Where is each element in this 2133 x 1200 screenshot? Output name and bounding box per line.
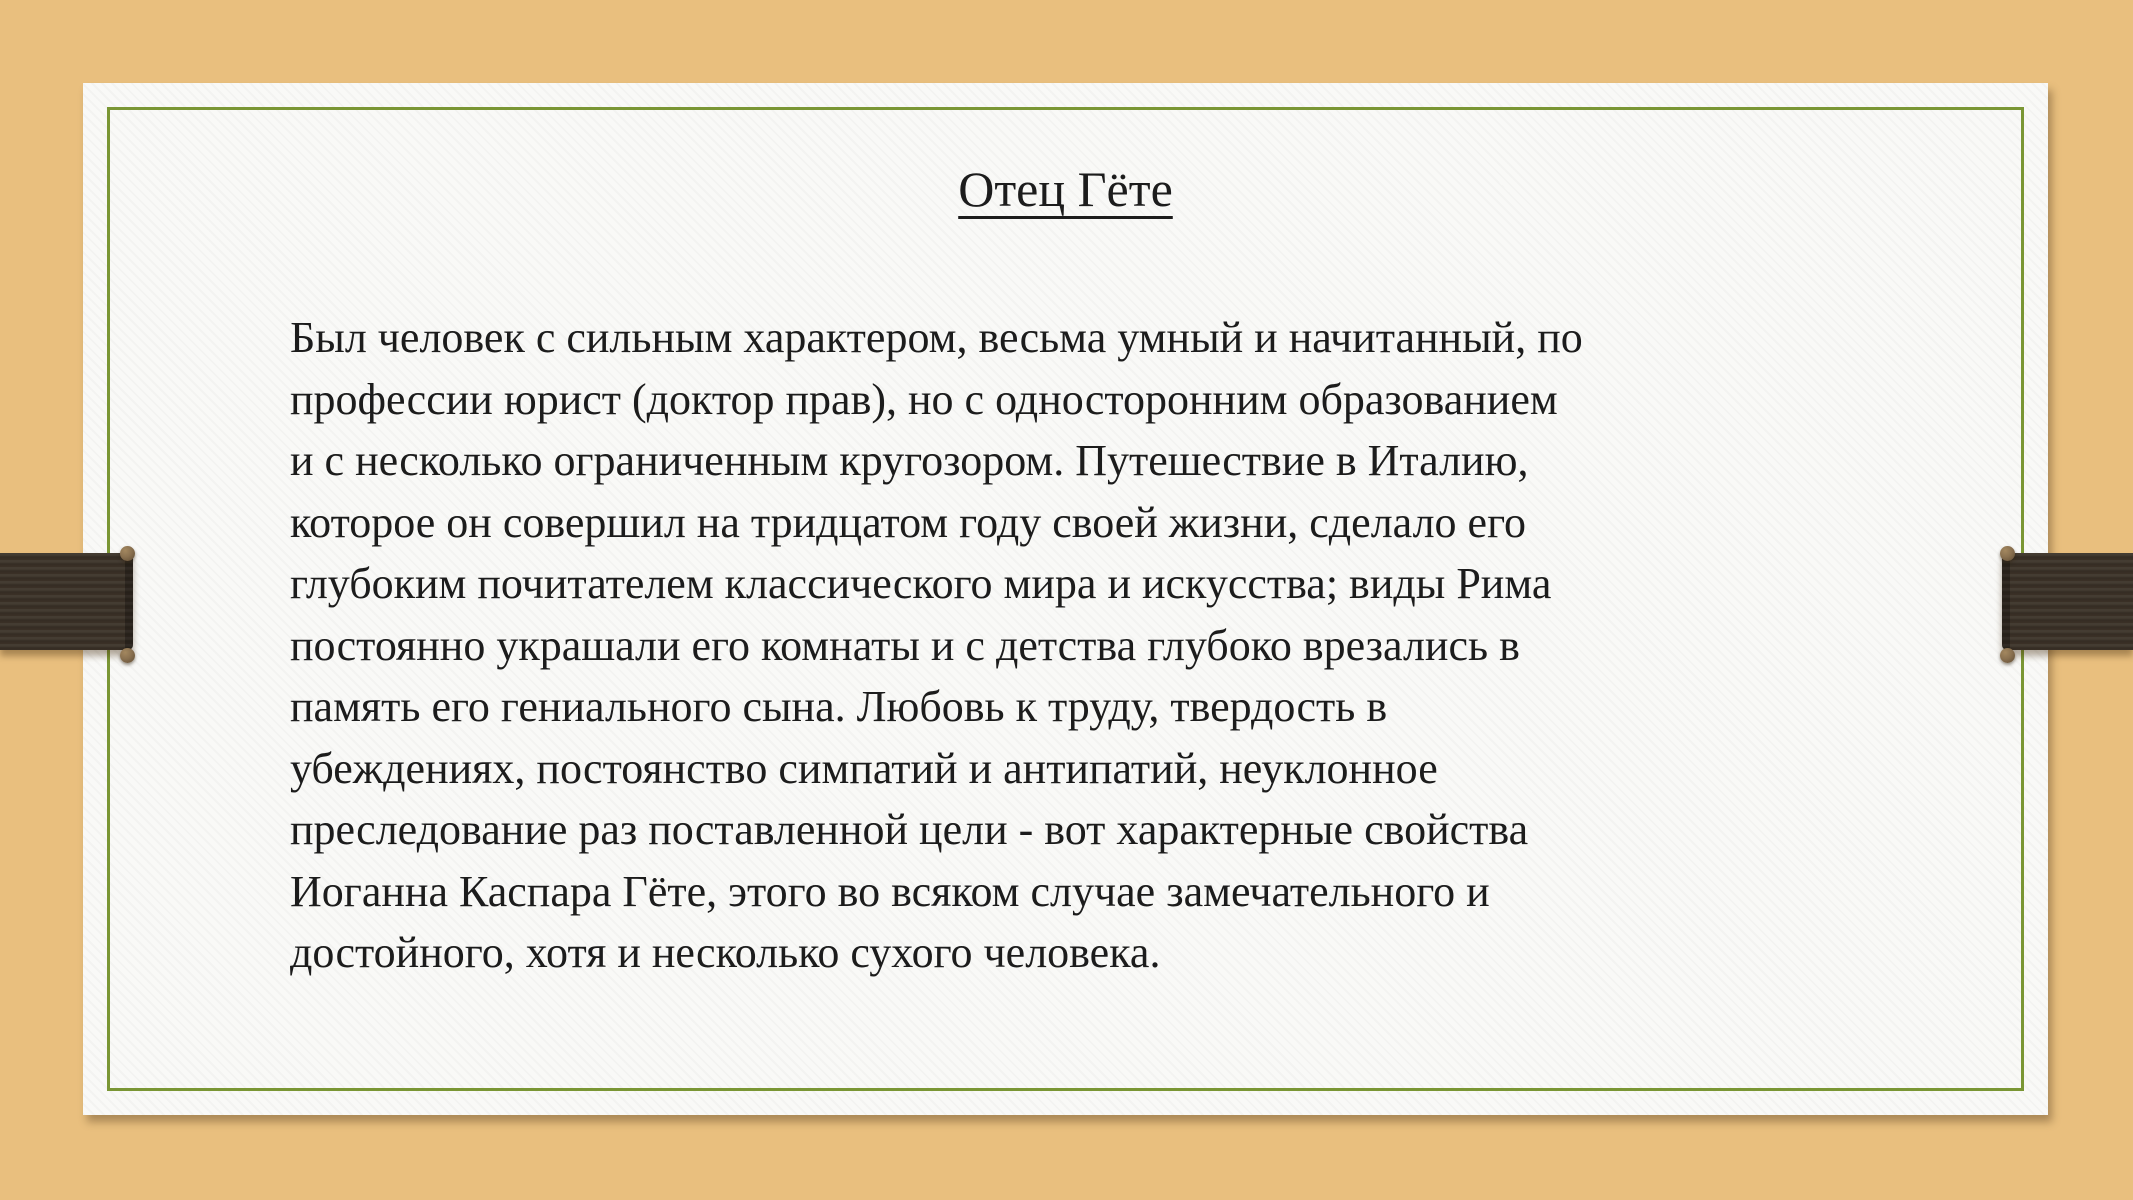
right-strap-decoration <box>2002 553 2133 650</box>
strap-rivet-icon <box>120 546 135 561</box>
strap-rivet-icon <box>120 648 135 663</box>
body-line: постоянно украшали его комнаты и с детства глубоко врезались в <box>290 620 1520 670</box>
body-line: глубоким почитателем классического мира и искусства; виды Рима <box>290 559 1552 608</box>
body-line: Был человек с сильным характером, весьма умный и начитанный, по <box>290 313 1583 362</box>
body-line: преследование раз поставленной цели - вот характерные свойства <box>290 805 1529 854</box>
body-line: память его гениального сына. Любовь к труду, твердость в <box>290 682 1388 731</box>
slide-body-text <box>290 307 1870 984</box>
strap-rivet-icon <box>2000 546 2015 561</box>
body-line: достойного, хотя и несколько сухого человека. <box>290 928 1161 977</box>
body-line: и с несколько ограниченным кругозором. Путешествие в Италию, <box>290 436 1529 485</box>
body-line: Иоганна Каспара Гёте, этого во всяком случае замечательного и <box>290 866 1490 916</box>
body-line: которое он совершил на тридцатом году своей жизни, сделало его <box>290 497 1527 547</box>
strap-rivet-icon <box>2000 648 2015 663</box>
body-line: убеждениях, постоянство симпатий и антипатий, неуклонное <box>290 743 1438 793</box>
slide-card <box>83 83 2048 1115</box>
left-strap-decoration <box>0 553 133 650</box>
slide-title: Отец Гёте <box>958 161 1173 217</box>
body-line: профессии юрист (доктор прав), но с односторонним образованием <box>290 374 1558 424</box>
